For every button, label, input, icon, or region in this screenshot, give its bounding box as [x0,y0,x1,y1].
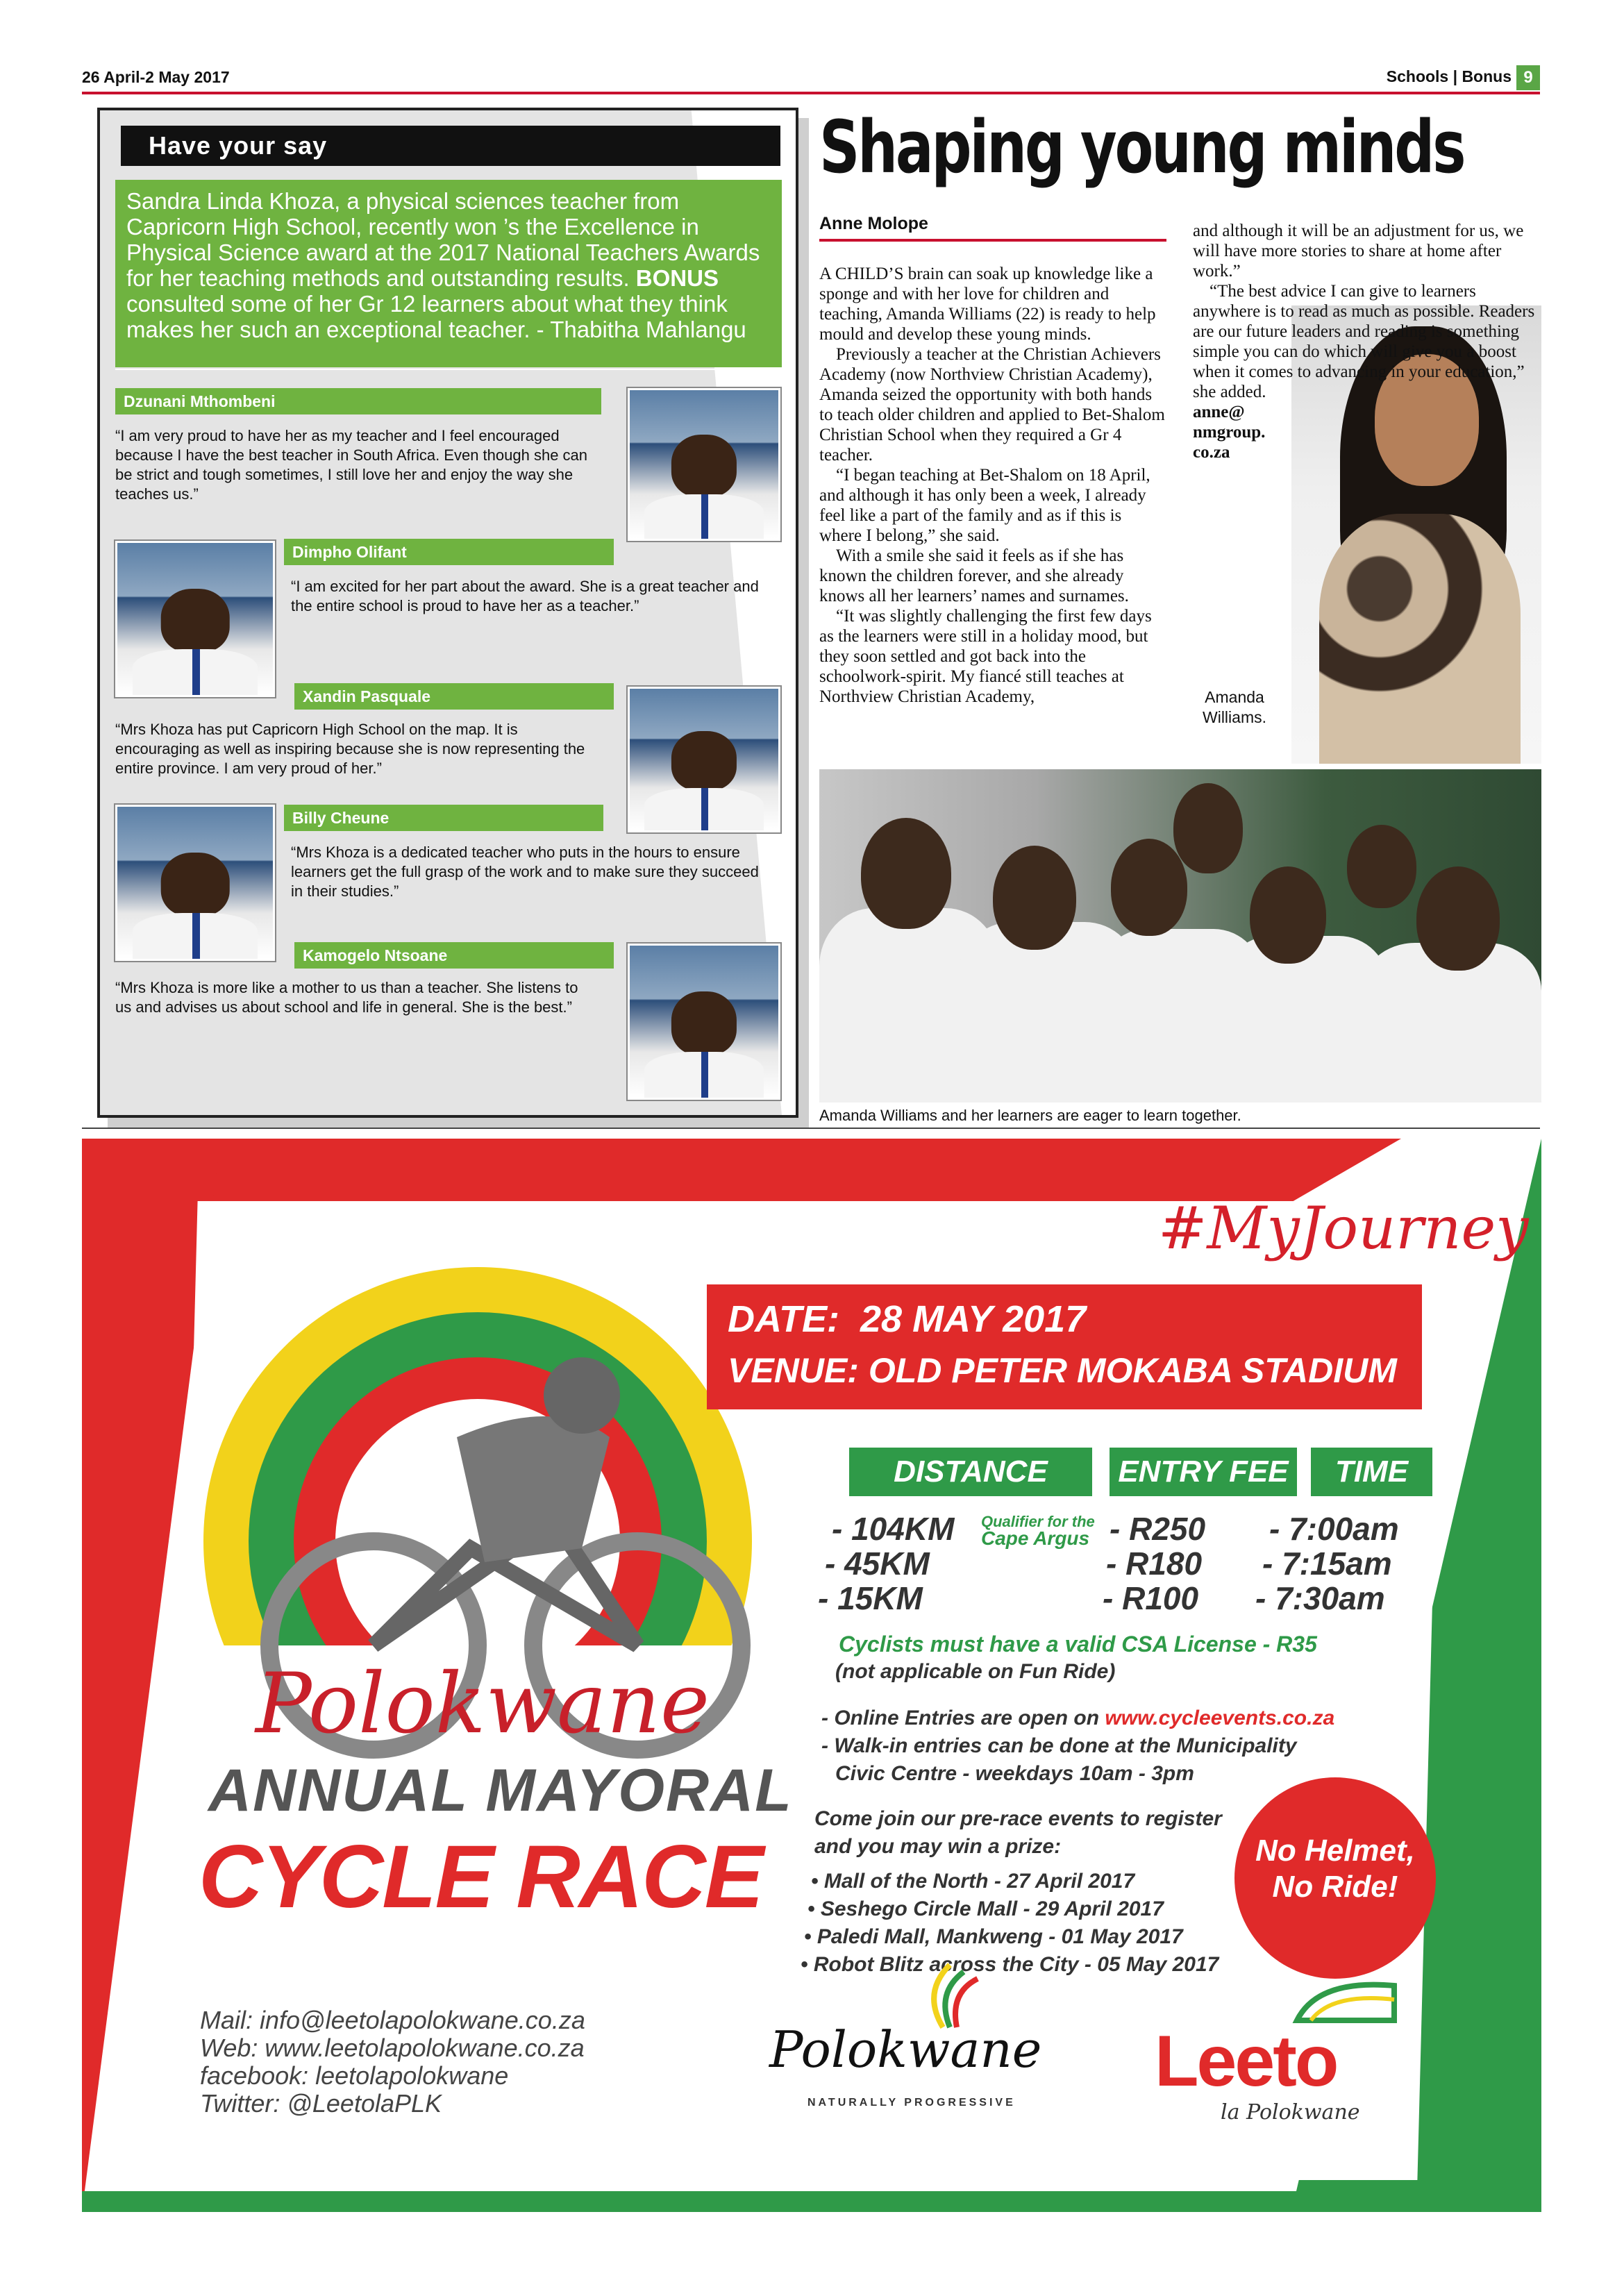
venue-value: OLD PETER MOKABA STADIUM [868,1351,1397,1390]
time-header: TIME [1311,1448,1432,1496]
paragraph: With a smile she said it feels as if she has known the children forever, and she already knows all her learners’ names and surnames. [819,546,1129,605]
learner-photo [115,541,275,697]
date-value: 28 MAY 2017 [860,1298,1087,1340]
section-rule [82,1128,1540,1129]
fee-cell: - R100 [1103,1580,1199,1616]
classroom-group-photo [819,769,1541,1103]
time-cell: - 7:00am [1269,1511,1399,1547]
learner-quote: “I am excited for her part about the award. She is a great teacher and the entire school is proud to have her as a teacher.” [291,578,759,614]
venue-line [728,1344,1401,1397]
contact-facebook[interactable]: facebook: leetolapolokwane [200,2061,509,2090]
contact-twitter[interactable]: Twitter: @LeetolaPLK [200,2089,442,2118]
time-cell: - 7:30am [1255,1580,1385,1616]
learner-name: Dimpho Olifant [284,539,614,565]
date-line [728,1294,1401,1344]
qualifier-line-1: Qualifier for the [981,1513,1095,1530]
polokwane-tagline: NATURALLY PROGRESSIVE [807,2097,1016,2109]
contact-block [200,2006,585,2118]
learner-name: Dzunani Mthombeni [115,388,601,414]
contact-mail[interactable]: Mail: info@leetolapolokwane.co.za [200,2006,585,2034]
walkin-hours: Civic Centre - weekdays 10am - 3pm [835,1762,1194,1785]
distance-cell: - 104KM [832,1511,955,1547]
online-entries [821,1704,1334,1732]
qualifier-note [981,1514,1095,1548]
byline: Anne Molope [819,214,928,233]
cycle-race-advert [82,1139,1541,2212]
intro-brand: BONUS [635,265,719,291]
paragraph: “I began teaching at Bet-Shalom on 18 April, and although it has only been a week, I already feel like a part of the family and as if this is where I belong,” she said. [819,466,1150,545]
prerace-event: • Robot Blitz across the City - 05 May 2017 [801,1953,1219,1976]
helmet-line-1: No Helmet, [1255,1834,1415,1868]
intro-text [115,180,782,367]
author-email[interactable]: anne@ nmgroup. co.za [1193,403,1266,462]
fee-cell: - R250 [1110,1511,1206,1547]
title-cycle-race: CYCLE RACE [199,1827,763,1927]
title-script: Polokwane [256,1656,710,1752]
walkin-entries: - Walk-in entries can be done at the Municipality [821,1734,1297,1757]
learner-photo [115,805,275,961]
learner-quote: “I am very proud to have her as my teacher and I feel encouraged because I have the best teacher in South Africa. Even though she can be strict and tough sometimes, I still love her and enjoy the way she teaches us.” [115,427,588,503]
distance-header: DISTANCE [849,1448,1092,1496]
entries-link[interactable]: www.cycleevents.co.za [1105,1707,1335,1729]
polokwane-logo: Polokwane [769,2020,1042,2079]
title-annual-mayoral: ANNUAL MAYORAL [208,1757,793,1824]
have-your-say-panel [97,108,798,1118]
intro-pre: Sandra Linda Khoza, a physical sciences teacher from Capricorn High School, recently won ’s the Excellence in Physical Science award at the 2017 National Teachers Awards for her teaching methods and outstanding results. [126,188,760,291]
top-rule [82,92,1540,94]
ad-green-bottom [82,2191,1541,2212]
fee-cell: - R180 [1106,1545,1203,1582]
venue-label: VENUE: [728,1351,859,1390]
entry-fee-header: ENTRY FEE [1110,1448,1297,1496]
learner-photo [628,388,780,541]
learner-name: Billy Cheune [284,805,603,831]
intro-post: consulted some of her Gr 12 learners about what they think makes her such an exceptional teacher. - Thabitha Mahlangu [126,291,746,342]
leeto-logo: Leeto [1155,2021,1337,2102]
license-note: (not applicable on Fun Ride) [835,1660,1116,1683]
paragraph: Previously a teacher at the Christian Achievers Academy (now Northview Christian Academy), Amanda seized the opportunity with both hands to teach older children and applied to Bet-Shalom Christian School when they required a Gr 4 teacher. [819,345,1165,464]
learner-quote: “Mrs Khoza is a dedicated teacher who puts in the hours to ensure learners get the full grasp of the work and to make sure they succeed in their studies.” [291,844,759,900]
no-helmet-badge [1234,1777,1436,1979]
issue-date: 26 April-2 May 2017 [82,68,230,86]
article-column-2-top [1193,221,1540,281]
helmet-line-2: No Ride! [1272,1870,1398,1904]
date-venue-box [707,1284,1422,1409]
paragraph-text: “The best advice I can give to learners anywhere is to read as much as possible. Readers are our future leaders and reading is something simple you can do which will give you a boost when it comes to advancing in your education,” she added. [1193,282,1535,401]
learner-name: Xandin Pasquale [294,683,614,710]
license-requirement: Cyclists must have a valid CSA License - R35 [839,1632,1317,1657]
prerace-event: • Paledi Mall, Mankweng - 01 May 2017 [804,1925,1183,1948]
prerace-event: • Seshego Circle Mall - 29 April 2017 [807,1897,1164,1920]
learner-photo [628,687,780,832]
section-label: Schools | Bonus [1386,67,1512,85]
panel-heading: Have your say [121,126,780,166]
learner-quote: “Mrs Khoza has put Capricorn High School on the map. It is encouraging as well as inspiring because she is now representing the entire province. I am very proud of her.” [115,721,585,777]
prerace-heading: Come join our pre-race events to register and you may win a prize: [814,1807,1222,1858]
paragraph: “It was slightly challenging the first few days as the learners were still in a holiday mood, but they soon settled and got back into the schoolwork-spirit. My fiancé still teaches at Northview Christian Academy, [819,607,1152,706]
paragraph: A CHILD’S brain can soak up knowledge like a sponge and with her love for children and teaching, Amanda Williams (22) is ready to help mould and develop these young minds. [819,265,1156,344]
distance-cell: - 15KM [818,1580,923,1616]
paragraph: and although it will be an adjustment for us, we will have more stories to share at home after work.” [1193,221,1524,280]
online-entries-text: - Online Entries are open on [821,1707,1105,1729]
hashtag: #MyJourney [1158,1194,1529,1262]
photo-caption: Amanda Williams. [1203,688,1266,726]
learner-quote: “Mrs Khoza is more like a mother to us than a teacher. She listens to us and advises us about school and life in general. She is the best.” [115,979,578,1016]
rider-helmet [544,1357,620,1434]
learner-name: Kamogelo Ntsoane [294,942,614,969]
byline-rule [819,239,1166,242]
article-column-2 [1193,281,1540,462]
date-label: DATE: [728,1298,839,1340]
paragraph [1193,281,1540,402]
headline: Shaping young minds [819,105,1464,190]
qualifier-line-2: Cape Argus [981,1527,1090,1549]
time-cell: - 7:15am [1262,1545,1392,1582]
learner-photo [628,944,780,1100]
prerace-event: • Mall of the North - 27 April 2017 [811,1870,1135,1893]
article-column-1 [819,264,1166,707]
distance-cell: - 45KM [825,1545,930,1582]
intro-separator [115,369,782,370]
contact-web[interactable]: Web: www.leetolapolokwane.co.za [200,2034,585,2062]
group-photo-caption: Amanda Williams and her learners are eager to learn together. [819,1107,1241,1124]
page-number: 9 [1516,65,1540,90]
leeto-logo-subtitle: la Polokwane [1221,2100,1360,2125]
